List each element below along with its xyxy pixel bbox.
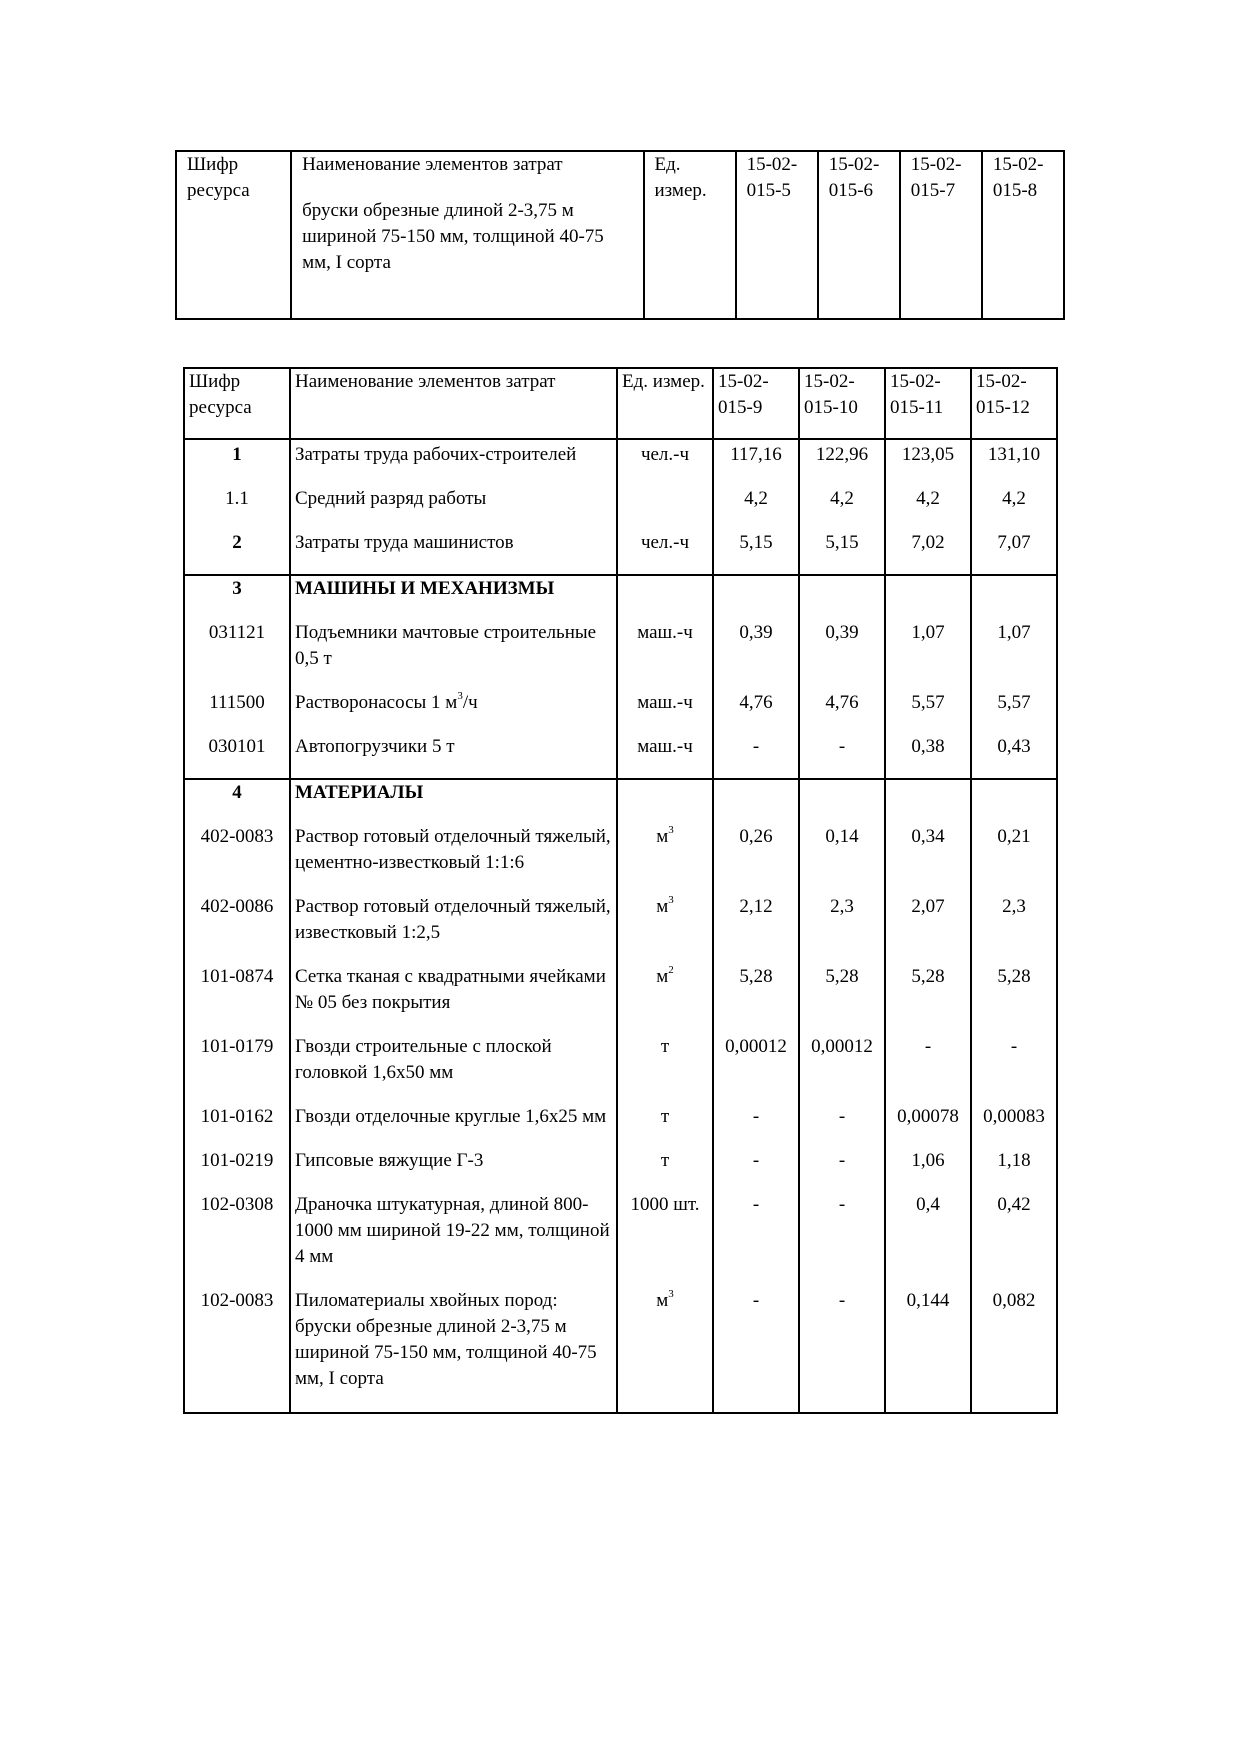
value-cell: 5,15	[799, 530, 885, 575]
table-row	[184, 1034, 1057, 1104]
resource-name-cell: Драночка штукатурная, длиной 800-1000 мм шириной 19-22 мм, толщиной 4 мм	[290, 1192, 617, 1288]
value-cell: 5,28	[971, 964, 1057, 1034]
value-cell: 0,00083	[971, 1104, 1057, 1148]
value-cell	[713, 575, 799, 620]
table-row	[184, 439, 1057, 486]
resource-name-cell: Гипсовые вяжущие Г-3	[290, 1148, 617, 1192]
resource-code-cell: 031121	[184, 620, 290, 690]
value-cell: 5,28	[799, 964, 885, 1034]
table2-header-col11: 15-02-015-11	[885, 368, 971, 439]
resource-code-cell: 101-0162	[184, 1104, 290, 1148]
section-header-row	[184, 779, 1057, 824]
value-cell: 7,02	[885, 530, 971, 575]
table-row	[184, 690, 1057, 734]
unit-cell: т	[617, 1104, 713, 1148]
value-cell: 0,43	[971, 734, 1057, 779]
resource-code-cell: 030101	[184, 734, 290, 779]
value-cell: 1,06	[885, 1148, 971, 1192]
resource-code-cell: 102-0308	[184, 1192, 290, 1288]
table1-header-col5: 15-02-015-5	[736, 151, 818, 319]
table2-header-col12: 15-02-015-12	[971, 368, 1057, 439]
resource-name-cell: Раствор готовый отделочный тяжелый, цементно-известковый 1:1:6	[290, 824, 617, 894]
value-cell: 4,2	[885, 486, 971, 530]
value-cell: 4,2	[799, 486, 885, 530]
resource-name-cell: Сетка тканая с квадратными ячейками № 05 без покрытия	[290, 964, 617, 1034]
table2-header-code: Шифр ресурса	[184, 368, 290, 439]
value-cell: -	[885, 1034, 971, 1104]
table2-header-name: Наименование элементов затрат	[290, 368, 617, 439]
value-cell: 0,26	[713, 824, 799, 894]
value-cell: 0,39	[713, 620, 799, 690]
unit-cell	[617, 575, 713, 620]
resource-code-cell: 402-0083	[184, 824, 290, 894]
value-cell	[971, 575, 1057, 620]
resource-name-cell: Автопогрузчики 5 т	[290, 734, 617, 779]
value-cell: 0,00078	[885, 1104, 971, 1148]
resource-name-cell: Раствор готовый отделочный тяжелый, известковый 1:2,5	[290, 894, 617, 964]
value-cell: 4,2	[971, 486, 1057, 530]
resource-name-cell: Затраты труда рабочих-строителей	[290, 439, 617, 486]
resource-code-cell: 1	[184, 439, 290, 486]
resource-name-cell: Растворонасосы 1 $м^3/ч$	[290, 690, 617, 734]
value-cell: 5,28	[713, 964, 799, 1034]
value-cell: 117,16	[713, 439, 799, 486]
value-cell	[713, 779, 799, 824]
resource-name-cell: МАТЕРИАЛЫ	[290, 779, 617, 824]
table2-header-col9: 15-02-015-9	[713, 368, 799, 439]
table-row	[184, 734, 1057, 779]
value-cell	[885, 779, 971, 824]
resource-table	[183, 367, 1058, 1414]
resource-code-cell: 101-0179	[184, 1034, 290, 1104]
table2-header-col10: 15-02-015-10	[799, 368, 885, 439]
value-cell: 0,00012	[799, 1034, 885, 1104]
resource-code-cell: 402-0086	[184, 894, 290, 964]
value-cell: 5,15	[713, 530, 799, 575]
unit-cell: маш.-ч	[617, 690, 713, 734]
resource-code-cell: 101-0874	[184, 964, 290, 1034]
resource-code-cell: 1.1	[184, 486, 290, 530]
value-cell: 5,28	[885, 964, 971, 1034]
value-cell: 0,14	[799, 824, 885, 894]
unit-cell: $м^3$	[617, 894, 713, 964]
value-cell	[971, 779, 1057, 824]
table-row	[184, 1192, 1057, 1288]
value-cell: -	[799, 734, 885, 779]
table2-header-unit: Ед. измер.	[617, 368, 713, 439]
value-cell: -	[799, 1104, 885, 1148]
value-cell: 0,144	[885, 1288, 971, 1413]
table1-continued-text: бруски обрезные длиной 2-3,75 м шириной 75-150 мм, толщиной 40-75 мм, I сорта	[302, 200, 604, 273]
value-cell: -	[799, 1148, 885, 1192]
table-row	[184, 530, 1057, 575]
value-cell: 4,76	[799, 690, 885, 734]
resource-name-cell: Гвозди отделочные круглые 1,6х25 мм	[290, 1104, 617, 1148]
value-cell: -	[799, 1192, 885, 1288]
resource-code-cell: 101-0219	[184, 1148, 290, 1192]
value-cell: 0,00012	[713, 1034, 799, 1104]
value-cell: -	[799, 1288, 885, 1413]
unit-cell: чел.-ч	[617, 530, 713, 575]
unit-cell: маш.-ч	[617, 734, 713, 779]
resource-code-cell: 3	[184, 575, 290, 620]
unit-cell: $м^3$	[617, 1288, 713, 1413]
table1-header-row	[176, 151, 1064, 319]
resource-code-cell: 102-0083	[184, 1288, 290, 1413]
resource-code-cell: 111500	[184, 690, 290, 734]
value-cell	[799, 575, 885, 620]
table-row	[184, 964, 1057, 1034]
table1-header-col8: 15-02-015-8	[982, 151, 1064, 319]
table1-header-col6: 15-02-015-6	[818, 151, 900, 319]
value-cell: -	[713, 734, 799, 779]
value-cell: 1,18	[971, 1148, 1057, 1192]
table-row	[184, 824, 1057, 894]
value-cell: 5,57	[885, 690, 971, 734]
value-cell: 4,2	[713, 486, 799, 530]
value-cell: 4,76	[713, 690, 799, 734]
unit-cell	[617, 486, 713, 530]
resource-name-cell: Пиломатериалы хвойных пород: бруски обрезные длиной 2-3,75 м шириной 75-150 мм, толщиной 40-75 мм, I сорта	[290, 1288, 617, 1413]
value-cell: 123,05	[885, 439, 971, 486]
value-cell: 1,07	[885, 620, 971, 690]
value-cell: 0,34	[885, 824, 971, 894]
resource-code-cell: 2	[184, 530, 290, 575]
value-cell: 5,57	[971, 690, 1057, 734]
resource-name-cell: Затраты труда машинистов	[290, 530, 617, 575]
unit-cell: маш.-ч	[617, 620, 713, 690]
value-cell: 0,38	[885, 734, 971, 779]
value-cell: 0,4	[885, 1192, 971, 1288]
value-cell: 2,12	[713, 894, 799, 964]
resource-code-cell: 4	[184, 779, 290, 824]
unit-cell: т	[617, 1034, 713, 1104]
value-cell: 0,21	[971, 824, 1057, 894]
section-header-row	[184, 575, 1057, 620]
value-cell: 1,07	[971, 620, 1057, 690]
table2-header-row	[184, 368, 1057, 439]
value-cell: 7,07	[971, 530, 1057, 575]
unit-cell: $м^2$	[617, 964, 713, 1034]
table1-header-unit: Ед. измер.	[644, 151, 736, 319]
value-cell: 2,07	[885, 894, 971, 964]
value-cell	[885, 575, 971, 620]
value-cell: 131,10	[971, 439, 1057, 486]
resource-name-cell: МАШИНЫ И МЕХАНИЗМЫ	[290, 575, 617, 620]
value-cell: 122,96	[799, 439, 885, 486]
table-row	[184, 620, 1057, 690]
resource-name-cell: Подъемники мачтовые строительные 0,5 т	[290, 620, 617, 690]
resource-name-cell: Гвозди строительные с плоской головкой 1,6х50 мм	[290, 1034, 617, 1104]
value-cell: -	[713, 1192, 799, 1288]
table1-header-code: Шифр ресурса	[176, 151, 291, 319]
unit-cell: т	[617, 1148, 713, 1192]
table-row	[184, 1104, 1057, 1148]
value-cell: -	[713, 1104, 799, 1148]
value-cell: -	[713, 1148, 799, 1192]
unit-cell: $м^3$	[617, 824, 713, 894]
table-row	[184, 1288, 1057, 1413]
value-cell: 0,082	[971, 1288, 1057, 1413]
resource-name-cell: Средний разряд работы	[290, 486, 617, 530]
table-row	[184, 486, 1057, 530]
value-cell: 2,3	[971, 894, 1057, 964]
value-cell	[799, 779, 885, 824]
unit-cell	[617, 779, 713, 824]
value-cell: 0,42	[971, 1192, 1057, 1288]
table-row	[184, 1148, 1057, 1192]
resource-table-continuation	[175, 150, 1065, 320]
value-cell: -	[971, 1034, 1057, 1104]
value-cell: -	[713, 1288, 799, 1413]
table1-header-name: Наименование элементов затрат бруски обрезные длиной 2-3,75 м шириной 75-150 мм, толщиной 40-75 мм, I сорта	[291, 151, 643, 319]
unit-cell: 1000 шт.	[617, 1192, 713, 1288]
table-row	[184, 894, 1057, 964]
value-cell: 2,3	[799, 894, 885, 964]
table1-header-col7: 15-02-015-7	[900, 151, 982, 319]
unit-cell: чел.-ч	[617, 439, 713, 486]
value-cell: 0,39	[799, 620, 885, 690]
